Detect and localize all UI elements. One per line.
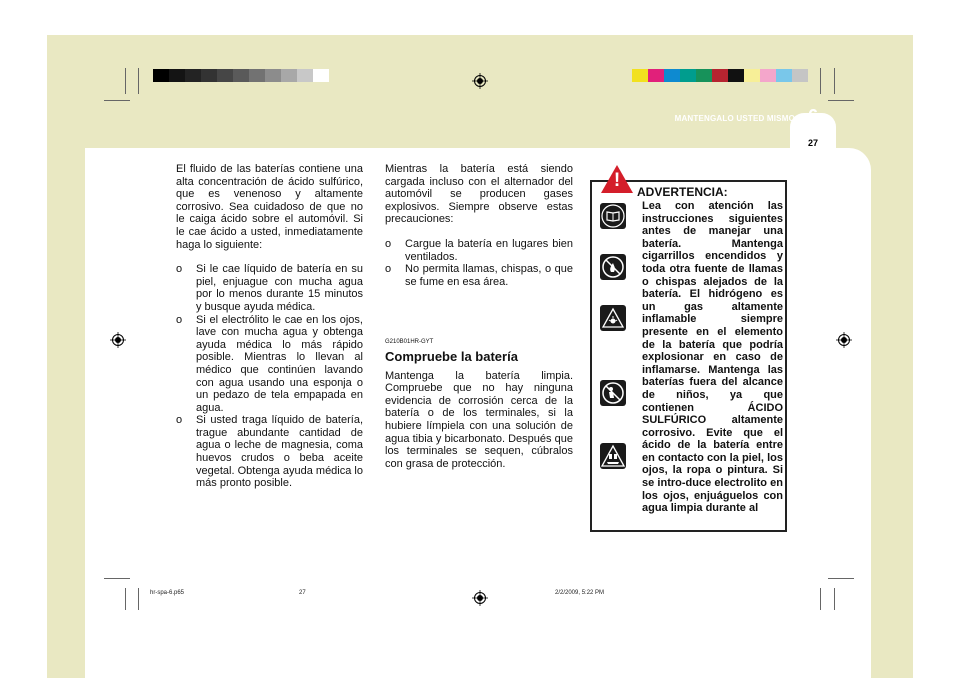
registration-mark-icon (836, 332, 852, 348)
footer-file: hr-spa-6.p65 (150, 590, 185, 596)
color-swatch (664, 69, 680, 82)
explosive-gas-icon (600, 305, 626, 331)
footer-timestamp: 2/2/2009, 5:22 PM (555, 590, 605, 596)
registration-mark-icon (472, 590, 488, 606)
charging-intro: Mientras la batería está siendo cargada incluso con el alternador del automóvil se producen gases explosivos. Siempre observe estas precauciones: (385, 163, 573, 226)
read-manual-icon (600, 203, 626, 229)
gray-swatch (265, 69, 281, 82)
registration-mark-icon (110, 332, 126, 348)
color-swatch (632, 69, 648, 82)
color-swatch (744, 69, 760, 82)
first-aid-list (176, 263, 363, 490)
color-swatch (680, 69, 696, 82)
gray-swatch (313, 69, 329, 82)
color-swatch (792, 69, 808, 82)
column-left (176, 163, 363, 490)
page-number: 27 (807, 138, 818, 148)
footer-page: 27 (299, 590, 306, 596)
gray-swatch (217, 69, 233, 82)
gray-swatch (153, 69, 169, 82)
keep-away-children-icon (600, 380, 626, 406)
gray-swatch (249, 69, 265, 82)
list-item: o Si usted traga líquido de batería, trague abundante cantidad de agua o leche de magnesia, coma huevos crudos o beba aceite vegetal. Obtenga ayuda médica lo más pronto posible. (176, 414, 363, 490)
acid-corrosive-icon (600, 443, 626, 469)
battery-acid-intro: El fluido de las baterías contiene una alta concentración de ácido sulfúrico, que es venenoso y altamente corrosivo. Sea cuidadoso de que no le caiga ácido sobre el automóvil. Si le cae ácido a usted, inmediatamente haga lo siguiente: (176, 163, 363, 251)
color-swatch (760, 69, 776, 82)
precautions-list (385, 238, 573, 288)
gray-swatch (297, 69, 313, 82)
color-swatch (776, 69, 792, 82)
column-middle (385, 163, 573, 482)
gray-swatch (169, 69, 185, 82)
section-text: Mantenga la batería limpia. Compruebe que no hay ninguna evidencia de corrosión cerca de la batería o de los terminales, si la hubiere límpiela con una solución de agua tibia y bicarbonato. Después que los terminales se sequen, cúbralos con grasa de protección. (385, 369, 573, 470)
list-item: o Cargue la batería en lugares bien ventilados. (385, 238, 573, 263)
warning-text: Lea con atención las instrucciones siguientes antes de manejar una batería. Mantenga cigarrillos encendidos y toda otra fuente de llamas o chispas alejados de la batería. El hidrógeno es un gas altamente inflamable siempre presente en el elemento de la batería que podría explosionar en caso de inflamarse. Mantenga las baterías fuera del alcance de niños, ya que contienen ÁCIDO SULFÚRICO altamente corrosivo. Evite que el ácido de la batería entre en contacto con la piel, los ojos, la ropa o pintura. Si se intro-duce electrolito en los ojos, enjuáguelos con agua limpia durante al (642, 200, 783, 515)
color-calibration-strip (632, 69, 808, 82)
section-code: G210B01HR-GYT (385, 339, 434, 346)
gray-swatch (233, 69, 249, 82)
warning-title: ADVERTENCIA: (637, 185, 728, 199)
color-swatch (648, 69, 664, 82)
grayscale-calibration-strip (153, 69, 329, 82)
list-item: o Si el electrólito le cae en los ojos, lave con mucha agua y obtenga ayuda médica lo más rápido posible. Mientras lo llevan al médico que continúen lavando con agua usando una esponja o un pedazo de tela empapada en agua. (176, 314, 363, 415)
no-smoking-flame-icon (600, 254, 626, 280)
color-swatch (696, 69, 712, 82)
gray-swatch (201, 69, 217, 82)
color-swatch (728, 69, 744, 82)
registration-mark-icon (472, 73, 488, 89)
section-title: Compruebe la batería (385, 348, 518, 364)
chapter-title: MANTENGALO USTED MISMO (674, 114, 795, 123)
warning-symbol: ! (613, 170, 621, 191)
list-item: o Si le cae líquido de batería en su piel, enjuague con mucha agua por lo menos durante 15 minutos y busque ayuda médica. (176, 263, 363, 313)
chapter-number: 6 (807, 106, 818, 126)
color-swatch (712, 69, 728, 82)
list-item: o No permita llamas, chispas, o que se fume en esa área. (385, 263, 573, 288)
gray-swatch (185, 69, 201, 82)
gray-swatch (281, 69, 297, 82)
